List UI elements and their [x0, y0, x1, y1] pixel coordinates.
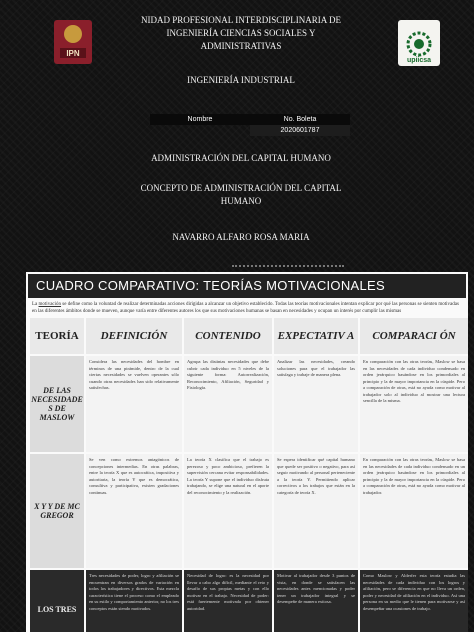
column-header-comparison: COMPARACI ÓN	[360, 318, 468, 354]
dotted-divider	[232, 265, 344, 268]
column-header-expectation: EXPECTATIV A	[274, 318, 358, 354]
table-cell: En comparación con las otras teorías, Maslow se basa en las necesidades de cada individuo condensado en orden jerárquico basándose en los primordiales al principio y la de mayor importancia en la cúspide. Pero a comparación de otras, está no ayuda como motivar al trabajador solo al individuo al mostrar una lectura sencilla de la misma.	[360, 356, 468, 452]
table-cell: Como Maslow y Alderfer esta teoría estudia las necesidades de cada individuo con los logros y afiliación, pero se diferencia en que no lleva un orden, poder y necesidad de afiliación en el individuo. Así una persona en su medio que le tienen para motivarse y así desempeñar una ocasiones de trabajo.	[360, 570, 468, 632]
document-title: CUADRO COMPARATIVO: TEORÍAS MOTIVACIONALES	[28, 274, 466, 298]
column-header-content: CONTENIDO	[184, 318, 272, 354]
subject-name: ADMINISTRACIÓN DEL CAPITAL HUMANO	[151, 153, 331, 163]
table-cell: Se ven como extremos antagónicos de concepciones intermedias. En otras palabras, entre la teoría X que es autocrática, impositiva y autoritaria, la teoría Y que es democrática, consultiva y participativa, existen gradaciones continuas.	[86, 454, 182, 568]
table-cell: Se espera identificar qué capital humano que quede ser positivo o negativo, para así seguir motivando al personal perteneciente a la teoría Y. Permitiendo aplicar correctivos a los trabajos que están en la categoría de teoría X.	[274, 454, 358, 568]
student-table	[150, 114, 350, 136]
theory-three-needs: LOS TRES	[30, 570, 84, 632]
name-header: Nombre	[187, 116, 213, 123]
upiicsa-logo	[398, 20, 440, 66]
institution-name	[110, 14, 372, 53]
assignment-title-line-2: HUMANO	[220, 196, 262, 206]
theory-maslow: DE LAS NECESIDADE S DE MASLOW	[30, 356, 84, 452]
boleta-value: 2020601787	[250, 125, 350, 136]
name-value	[150, 125, 250, 136]
boleta-header: No. Boleta	[283, 116, 317, 123]
intro-keyword: motivación	[38, 302, 62, 307]
career-name: INGENIERÍA INDUSTRIAL	[187, 75, 295, 85]
table-cell: Agrupa las distintas necesidades que debe cubrir cada individuo en 5 niveles de la siguiente forma: Autorrealización, Reconocimiento, Afiliación, Seguridad y Fisiología.	[184, 356, 272, 452]
svg-text:IPN: IPN	[66, 49, 80, 58]
table-cell: La teoría X clasifica que el trabajo es perezoso y poco ambicioso, prefieren la supervisión cercana evitar responsabilidades. La teoría Y supone que el individuo disfruta trabajando, se elige una natural en el aporte del reconocimiento y la realización.	[184, 454, 272, 568]
column-header-theory: TEORÍA	[30, 318, 84, 354]
upiicsa-logo-text: upiicsa	[406, 57, 432, 64]
table-cell: En comparación con las otras teorías, Maslow se basa en las necesidades de cada individuo condensado en un orden jerárquico basándose en los primordiales al principio y la de mayor importancia en la cúspide. Pero a comparación de otras, está no ayuda como motivar al trabajador.	[360, 454, 468, 568]
document-intro	[26, 298, 468, 318]
theory-mcgregor: X Y Y DE MC GREGOR	[30, 454, 84, 568]
table-cell: Tres necesidades de poder, logro y afiliación se encuentran en diversos grados de variación en todos los trabajadores y directivos. Esta mezcla característica tiene el proceso como el empleado en su estilo y comportamiento anterior, no los tres conceptos están siendo motivados.	[86, 570, 182, 632]
table-cell: Necesidad de logro: es la necesidad por llevar a cabo algo difícil, mediante el reto y desafío de sus propias metas y con ello motivar en el trabajo. Necesidad de poder: está fuertemente motivada por obtener autoridad.	[184, 570, 272, 632]
author-name: NAVARRO ALFARO ROSA MARIA	[172, 232, 310, 242]
table-cell: Motivar al trabajador desde 3 puntos de vista, en donde se satisfacen las necesidades antes mencionadas y poder tener un trabajador integral y se desempeñe de manera exitosa.	[274, 570, 358, 632]
assignment-title-line-1: CONCEPTO DE ADMINISTRACIÓN DEL CAPITAL	[140, 183, 342, 193]
table-cell: Considera las necesidades del hombre en términos de una pirámide, dentro de la cual ciertas necesidades se vuelven operantes sólo cuando otras necesidades han sido relativamente satisfechas.	[86, 356, 182, 452]
institution-line-1: NIDAD PROFESIONAL INTERDISCIPLINARIA DE	[141, 15, 341, 25]
intro-text: se define como la voluntad de realizar determinadas acciones dirigidas a alcanzar un objetivo establecido. Todas las teorías motivacionales intentan explicar por qué las personas se sienten motivadas en las diferentes ámbitos donde se mueven, aunque varía entre diferentes autores los que sus motivaciones humanas se basan en necesidades y ocupan un interés por cumplir las mismas	[32, 302, 459, 314]
column-header-definition: DEFINICIÓN	[86, 318, 182, 354]
ipn-logo	[50, 18, 96, 66]
table-cell: Analizar las necesidades, creando soluciones para que el trabajador las satisfaga y trabaje de manera plena.	[274, 356, 358, 452]
intro-prefix: La	[32, 302, 39, 307]
comparison-table	[26, 318, 468, 632]
institution-line-3: ADMINISTRATIVAS	[200, 41, 282, 51]
assignment-title	[110, 182, 372, 208]
institution-line-2: INGENIERÍA CIENCIAS SOCIALES Y	[166, 28, 316, 38]
comparative-chart-document	[26, 272, 468, 632]
